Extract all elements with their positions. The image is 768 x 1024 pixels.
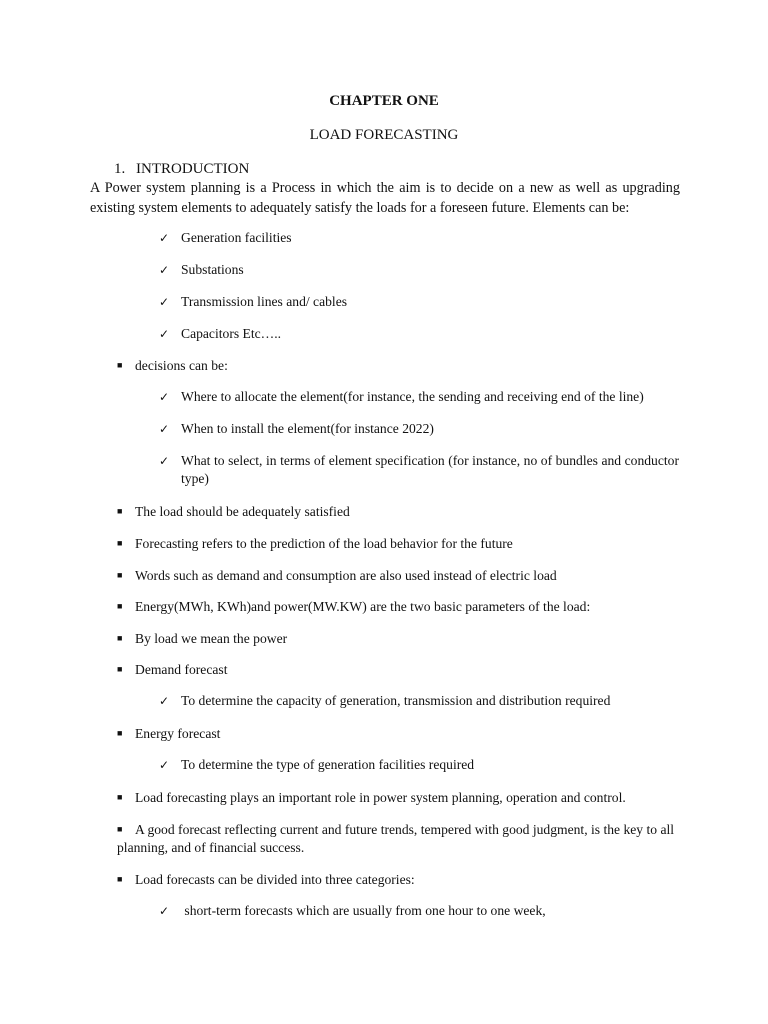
section-title: LOAD FORECASTING — [309, 127, 459, 143]
heading-text: INTRODUCTION — [136, 161, 250, 177]
bullet-item-text: The load should be adequately satisfied — [135, 504, 350, 519]
list-item — [159, 902, 546, 920]
bullet-item — [117, 566, 557, 585]
bullet-item — [117, 534, 513, 553]
bullet-item-text: Load forecasting plays an important role in power system planning, operation and control. — [135, 790, 626, 805]
list-item — [159, 293, 347, 311]
bullet-item-text: decisions can be: — [135, 358, 228, 373]
bullet-item — [117, 870, 415, 889]
square-bullet-icon: ■ — [117, 728, 123, 738]
list-item-text: Transmission lines and/ cables — [181, 294, 348, 309]
bullet-item — [117, 660, 227, 679]
list-item-text: To determine the capacity of generation, transmission and distribution required — [181, 693, 611, 708]
list-item — [159, 420, 434, 438]
list-item-text: To determine the type of generation facilities required — [181, 757, 475, 772]
checkmark-icon: ✓ — [159, 454, 170, 468]
bullet-item-text: Energy(MWh, KWh)and power(MW.KW) are the two basic parameters of the load: — [135, 599, 591, 614]
checkmark-icon: ✓ — [159, 422, 170, 436]
bullet-item — [117, 502, 350, 521]
list-item-text: Where to allocate the element(for instance, the sending and receiving end of the line) — [181, 389, 644, 404]
list-item — [159, 325, 281, 343]
bullet-item — [117, 629, 287, 648]
heading-number: 1. — [114, 161, 126, 177]
bullet-item — [117, 820, 681, 857]
checkmark-icon: ✓ — [159, 263, 170, 277]
bullet-item — [117, 597, 590, 616]
list-item — [159, 229, 292, 247]
list-item — [159, 388, 644, 406]
bullet-item — [117, 788, 626, 807]
square-bullet-icon: ■ — [117, 824, 123, 834]
checkmark-icon: ✓ — [159, 694, 170, 708]
bullet-item-text: Forecasting refers to the prediction of the load behavior for the future — [135, 536, 513, 551]
checkmark-icon: ✓ — [159, 295, 170, 309]
intro-paragraph: A Power system planning is a Process in which the aim is to decide on a new as well as upgrading existing system elements to adequately satisfy the loads for a foreseen future. Elements can be: — [90, 180, 680, 216]
checkmark-icon: ✓ — [159, 758, 170, 772]
list-item-text: When to install the element(for instance 2022) — [181, 421, 434, 436]
square-bullet-icon: ■ — [117, 664, 123, 674]
square-bullet-icon: ■ — [117, 633, 123, 643]
bullet-item-text: Words such as demand and consumption are also used instead of electric load — [135, 568, 557, 583]
list-item — [159, 261, 244, 279]
list-item-text: short-term forecasts which are usually from one hour to one week, — [181, 903, 546, 918]
bullet-item-text: Load forecasts can be divided into three categories: — [135, 872, 415, 887]
bullet-item-text: A good forecast reflecting current and future trends, tempered with good judgment, is the key to all planning, and of financial success. — [117, 822, 675, 855]
list-item — [159, 692, 610, 710]
bullet-item-text: Energy forecast — [135, 726, 221, 741]
square-bullet-icon: ■ — [117, 874, 123, 884]
list-item-text: Substations — [181, 262, 244, 277]
bullet-item-text: Demand forecast — [135, 662, 228, 677]
square-bullet-icon: ■ — [117, 570, 123, 580]
checkmark-icon: ✓ — [159, 327, 170, 341]
square-bullet-icon: ■ — [117, 601, 123, 611]
checkmark-icon: ✓ — [159, 904, 170, 918]
square-bullet-icon: ■ — [117, 792, 123, 802]
bullet-item — [117, 356, 228, 375]
list-item-text: What to select, in terms of element specification (for instance, no of bundles and conductor type) — [181, 453, 679, 486]
checkmark-icon: ✓ — [159, 390, 170, 404]
square-bullet-icon: ■ — [117, 538, 123, 548]
bullet-item — [117, 724, 220, 743]
checkmark-icon: ✓ — [159, 231, 170, 245]
list-item-text: Generation facilities — [181, 230, 292, 245]
square-bullet-icon: ■ — [117, 506, 123, 516]
intro-heading — [114, 160, 249, 178]
square-bullet-icon: ■ — [117, 360, 123, 370]
chapter-title: CHAPTER ONE — [329, 93, 439, 109]
list-item — [159, 452, 679, 488]
list-item-text: Capacitors Etc….. — [181, 326, 282, 341]
bullet-item-text: By load we mean the power — [135, 631, 288, 646]
list-item — [159, 756, 474, 774]
